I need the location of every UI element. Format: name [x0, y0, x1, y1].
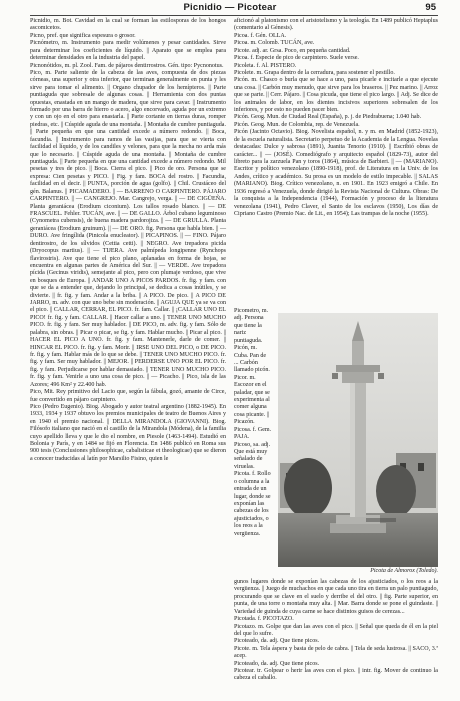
- right-column-narrow: [234, 308, 272, 538]
- entry-picometro: Picometro, m. adj. Persona que tiene la nariz puntiaguda.: [234, 308, 269, 344]
- entry-picon-geog-1: Picón. Geog. Mun. de Ciudad Real (España), p. j. de Piedrabuena; 1.040 hab.: [234, 114, 422, 121]
- entry-picolete: Picolete. m. Grapa dentro de la cerradura, para sostener el pestillo.: [234, 69, 395, 76]
- entry-picon-jacinto: Picón (Jacinto Octavio). Biog. Novelista español, n. y m. en Madrid (1852-1923), de la escuela naturalista. Secretario perpetuo de la Academia de la Lengua. Novelas destacadas: Dulce y sabrosa (1891), Juanita Tenorio (1910). || Escribió obras de carácter... || — (JOSÉ). Comediógrafo y arquitecto español (1829-73), autor del libreto para la zarzuela Pan y toros (1864), música de Barbieri. || — (MARIANO). Escritor y político venezolano (1890-1918), prof. de Literatura en la Univ. de los Andes, crítico y académico. Su prosa es un modelo de estilo impecable. || SALAS (MARIANO). Biog. Crítico venezolano, n. en 1901. En 1923 emigró a Chile. En 1936 regresó a Venezuela, donde dirigió la Revista Nacional de Cultura. Obras: De la conquista a la Independencia (1944), Formación y proceso de la literatura venezolana (1941), Pedro Claver, el Santo de los esclavos (1950), Los días de Cipriano Castro (Premio Nac. de Lit., en 1954); Las trampas de la noche (1955).: [234, 129, 438, 217]
- entry-picoteado-1: Picoteado, da. adj. Que tiene picos.: [234, 638, 320, 645]
- left-column: [30, 18, 226, 463]
- entry-picotada: Picotada. f. PICOTAZO.: [234, 616, 294, 623]
- page-number: 95: [425, 2, 436, 13]
- entry-picota: Picota. f. Rollo o columna a la entrada de un lugar, donde se exponían las cabezas de los ajusticiados, o los reos a la vergüenza.: [234, 471, 271, 537]
- entry-pico-pedro-eugenio: Pico (Pedro Eugenio). Biog. Abogado y autor teatral argentino (1882-1945). En 1933, 1934 y 1937 obtuvo los premios municipales de teatro de Buenos Aires y en 1940 el premio nacional. || DELLA MIRANDOLA (GIOVANNI). Biog. Filósofo italiano que nació en el castillo de la Mirandola (Módena), de la familia cuyo apellido lleva y que le dio el nombre, en Piesole (1463-1494). Estudió en Bolonia y París, y en 1484 se fijó en Florencia. En 1486 publicó en Roma sus 900 tesis (Conclusiones philosophicae, cabalisticae et theologicae) que se dieron a conocer traducidas al latín por Marsilio Fisino, quien le: [30, 403, 226, 462]
- running-head: Picnidio — Picotear: [183, 2, 277, 13]
- entry-picnonotidos: Picnonótidos, m. pl. Zool. Fam. de pájaros dentirrostros. Gén. tipo: Pycnonotus.: [30, 62, 224, 69]
- entry-picno: Picno, pref. que significa espesura o grosor.: [30, 32, 136, 39]
- entry-pico-mit: Pico, Mit. Rey primitivo del Lacio que, según la fábula, gozó, amante de Circe, fue convertido en pájaro carpintero.: [30, 389, 226, 403]
- entry-picon-cuba: Picón, m. Cuba. Pan de ... Carbón llamado picón.: [234, 345, 270, 374]
- entry-picnidio: Picnidio, m. Bot. Cavidad en la cual se forman las estilosporas de los hongos ascomicetos.: [30, 18, 226, 32]
- entry-picon: Picón. m. Chasco o burla que se hace a uno, para picarle e incitarle a que ejecute una cosa. || Carbón muy menudo, que sirve para los braseros. || Pez marino. || Arroz que se parte. || Cerr. Pájaro. || Cosa picuda, que tiene el pico largo. || Adj. Se dice de los animales de labor, en los dientes incisivos superiores sobresalen de los inferiores, y por esto no pueden pacer bien.: [234, 77, 438, 114]
- entry-continued: aficionó al platonismo con el aristotelismo y la teología. En 1489 publicó Heptaplus (comentario al Génesis).: [234, 18, 438, 32]
- entry-picota-continued: gunos lugares donde se exponían las cabezas de los ajusticiados, o los reos a la vergüenza. || Juego de muchachos en que cada uno tira en tierra un palo puntiagudo, procurando que se clave en el suelo y derribe el del otro. || fig. Parte superior, en punta, de una torre o montaña muy alta. || Mar. Barra donde se pone el guindaste. || Variedad de guinda de cuya carne se hace distintos guisos de cerezas...: [234, 579, 438, 615]
- picota-illustration: [278, 313, 438, 567]
- picota-photo: [278, 313, 438, 567]
- header-rule: [30, 15, 438, 16]
- entry-picoleta: Picoleta. f. Al. PISTERO.: [234, 62, 297, 69]
- entry-picosa: Picosa. f. Gem. PAJA.: [234, 426, 272, 441]
- entry-picotear: Picotear. tr. Golpear o herir las aves con el pico. || intr. fig. Mover de continuo la cabeza el caballo.: [234, 668, 438, 682]
- right-column-bottom: [234, 579, 438, 683]
- entry-picoteado-2: Picoteado, da. adj. Que tiene picos.: [234, 660, 320, 667]
- entry-picoa-3: Picoa. f. Especie de pico de carpintero. Suele verse.: [234, 55, 359, 62]
- right-column-top: [234, 18, 438, 218]
- entry-picon-geog-2: Picón. Geog. Mun. de Colombia, rep. de Venezuela.: [234, 121, 360, 128]
- entry-picoa-2: Picoa. m. Colomb. TUCÁN, ave.: [234, 40, 315, 47]
- entry-picote: Picote. adj. ar. Grsa. Poco, en pequeña cantidad.: [234, 47, 351, 54]
- entry-picotazo: Picotazo. m. Golpe que dan las aves con el pico. || Señal que queda de él en la piel del que lo sufre.: [234, 623, 438, 637]
- photo-caption: Picota de Almorox (Toledo).: [370, 568, 438, 574]
- entry-picoso: Picoso, sa. adj. Que está muy señalado de viruelas.: [234, 441, 271, 470]
- entry-picote-tela: Picote. m. Tela áspera y basta de pelo de cabra. || Tela de seda lustrosa. || SACO, 3.ª acep.: [234, 645, 438, 660]
- entry-picor: Picor. m. Escozor en el paladar, que se experimenta al comer alguna cosa picante. || Picazón.: [234, 374, 270, 426]
- page-header: [0, 2, 460, 16]
- entry-picnometro: Picnómetro, m. Instrumento para medir volúmenes y pesar cantidades. Sirve para determinar los coeficientes de líquido. || Aparato que se emplea para determinar densidades en la industria del papel.: [30, 40, 226, 62]
- entry-pico: Pico, m. Parte saliente de la cabeza de las aves, compuesta de dos piezas córneas, una superior y otra inferior, que terminan generalmente en punta y les sirve para tomar el alimento. || Organo chupador de los hemípteros. || Parte puntiaguda que sobresale de algunas cosas. || Herramienta con dos puntas opuestas, enastada en un mango de madera, que sirve para cavar. || Instrumento formado por una barra de hierro o acero, algo encorvado, aguda por un extremo y con un ojo en el otro para enastarla. || Parte cortante en tierras duras, romper piedras, etc. || Cúspide aguda de una montaña. || Montaña de cumbre puntiaguda. || Parte pequeña en que una cantidad excede a número redondo. || Boca, facundia. || Instrumento para ramos de las vasijas, para que se vierta con facilidad el líquido, y de los candiles y velones, para que la mecha no arda más que lo necesario. || Cúspide aguda de una montaña. || Montaña de cumbre puntiaguda. || Parte pequeña en que una cantidad excede a número redondo. Mil pesetas y tres de pico. || Boca. Cierra el pico. || Pico de oro. Persona que se expresa: Cien pesetas y PICO. || Fig. y fam. BOCA del rostro. || Facundia, facilidad en el decir. || PUNTA, porción de agua (golfo). || Chil. Crustáceo del gén. Balanus. || PICAMADERO. || — BARRENO O CARPINTERO. PÁJARO CARPINTERO. || — CANGREJO. Mar. Cangrejo, verga. || — DE CIGÜEÑA. Planta geraniácea (Erodium ciconium). Los tallos rosado blanco. || — DE FRASCUEL. Fehler. TUCÁN, ave. || — DE GALLO. Árbol cubano leguminoso (Cynometra cubensis), de buena madera pardorojiza. || — DE GRULLA. Planta geraniácea (Erodium gruinum). || — DE ORO. fig. Persona que habla bien. || — DURO. Ave fringílida (Pinicola enucleator). || PICAPINOS. || — FINO. Pájaro dentirostro, de los sílvidos (Cettia cetti). || NEGRO. Ave trepadora picida (Dryocopus martius). || — TIJERA. Ave palmípeda longipenne (Rynchops flavirostris). Ave que tiene el pico plano, aplanadas en forma de hojas, se encuentra en algunas partes de América del Sur. || — VERDE. Ave trepadora pícida (Gecinus viridis), semejante al pico, pero con plumaje verdoso, que vive en bosques de Europa. || ANDAR UNO A PICOS PARDOS. fr. fig. y fam. con que se da a entender que, dejando lo principal, se dedica a cosas inútiles, y se divierte. || fr. fig. y fam. Andar a la briba. || A PICO. De pico. || A PICO DE JARRO, m. adv. con que uno bebe sin moderación. || AGUJA QUE ya se va con el pico. || CALLAR, CERRAR, EL PICO. fr. fam. Callar. || ¡CALLAR UNO EL PICO! fr. fig. y fam. CALLAR. || Hacer callar a uno. || TENER UNO MUCHO PICO. fr. fig. y fam. Ser muy hablador. || DE PICO, m. adv. fig. y fam. Sólo de palabra, sin obras. || Picar o picar, se fig. y fam. Hablar mucho. || Picar al pico. || HACER EL PICO A UNO. fr. fig. y fam. Mantenerle, darle de comer. || HINCAR EL PICO. fr. fig. y fam. Morir. || IRSE UNO DEL PICO, o DE PICO. fr. fig. y fam. Hablar más de lo que se debe. || TENER UNO MUCHO PICO. fr. fig. y fam. Ser muy hablador. || MEJOR. || PERDERSE UNO POR EL PICO. fr. fig. y fam. Perjudicarse por hablar demasiado. || TENER UNO MUCHO PICO. fr. fig. y fam. Venirle a uno una cosa de pico. || — Picacho. || Pico, isla de las Azores; 496 Km² y 22.400 hab.: [30, 69, 226, 388]
- entry-picoa-1: Picoa. f. Gén. OLLA.: [234, 32, 287, 39]
